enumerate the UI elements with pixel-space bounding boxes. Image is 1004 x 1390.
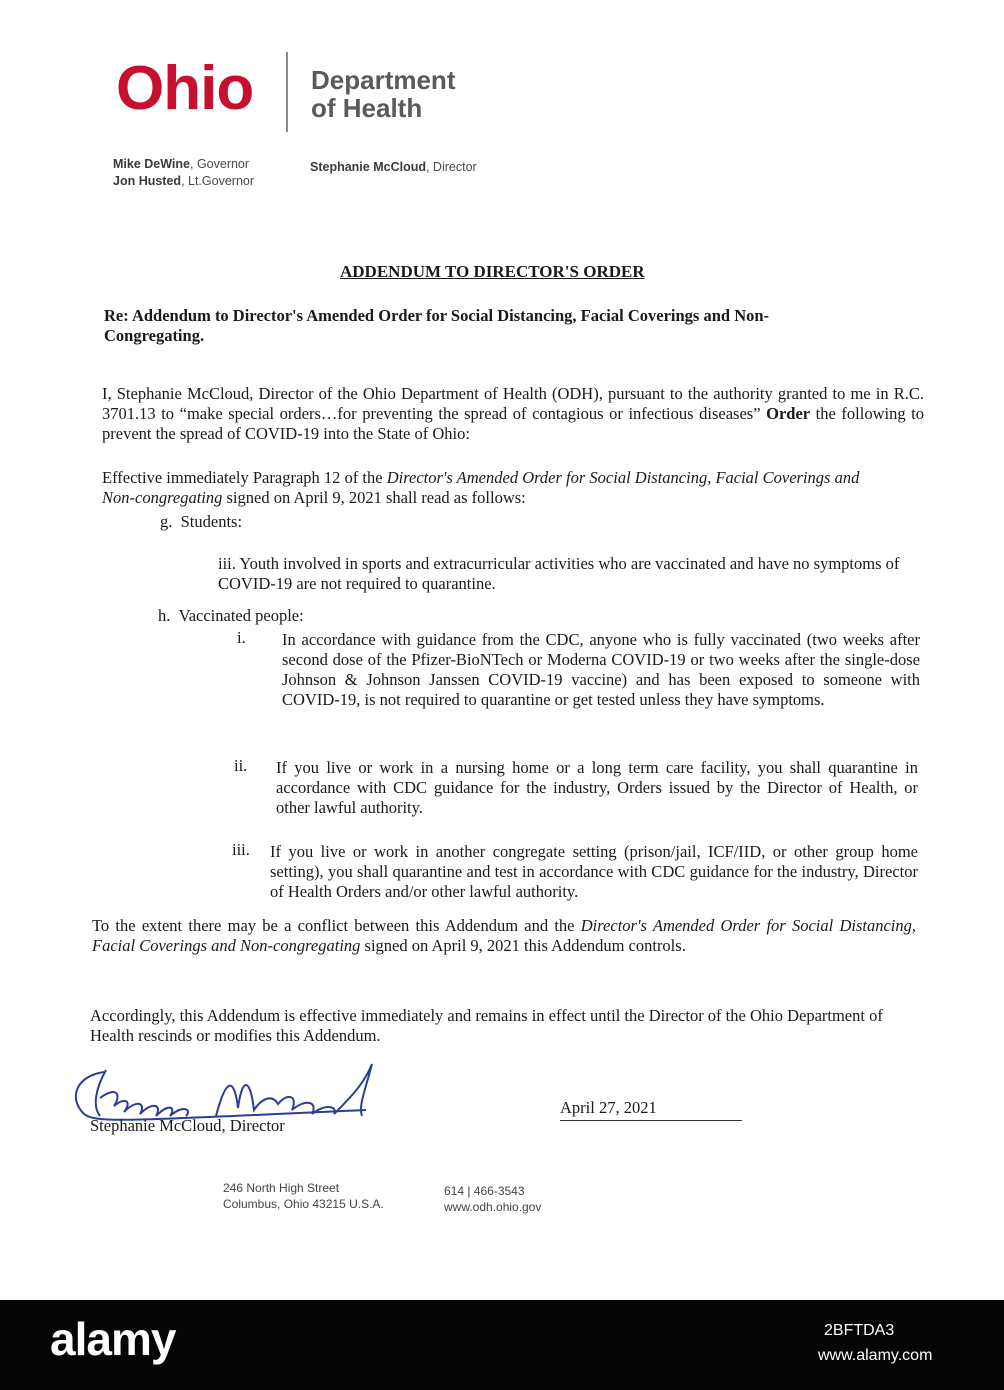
address-line-1: 246 North High Street xyxy=(223,1181,340,1195)
director-title: , Director xyxy=(425,160,477,174)
h-item-3-number: iii. xyxy=(232,840,250,859)
department-line2: of Health xyxy=(311,93,423,123)
section-g-heading xyxy=(160,512,242,532)
footer-contact xyxy=(444,1183,541,1215)
h-item-3-text: If you live or work in another congregate setting (prison/jail, ICF/IID, or other group home setting), you shall quarantine and test in accordance with CDC guidance for the industry, Director of Health Orders and/or other lawful authority. xyxy=(270,842,918,901)
section-g-text: Students: xyxy=(180,512,243,531)
h-item-1-number: i. xyxy=(237,628,246,647)
alamy-logo: alamy xyxy=(50,1313,176,1365)
accordingly-paragraph: Accordingly, this Addendum is effective immediately and remains in effect until the Director of the Ohio Department of Health rescinds or modifies this Addendum. xyxy=(90,1006,883,1045)
watermark-site: www.alamy.com xyxy=(818,1347,933,1364)
logo-divider xyxy=(286,52,288,132)
lt-governor-title: , Lt.Governor xyxy=(181,174,255,188)
director-name: Stephanie McCloud xyxy=(310,160,426,174)
re-line-2: Congregating. xyxy=(104,326,205,345)
image-id: 2BFTDA3 xyxy=(824,1322,895,1339)
effective-paragraph xyxy=(102,468,890,508)
conflict-order-title: Director's Amended Order for Social Distancing, Facial Coverings and Non-congregating xyxy=(92,916,916,955)
intro-text-1: I, Stephanie McCloud, Director of the Ohio Department of Health (ODH), pursuant to the authority granted to me in R.C. 3701.13 to “make special orders…for preventing the spread of contagious or infectious diseases” xyxy=(102,384,924,423)
conflict-paragraph xyxy=(92,916,916,956)
conflict-text-1: To the extent there may be a conflict between this Addendum and the xyxy=(92,916,581,935)
intro-text-2: the following to prevent the spread of COVID-19 into the State of Ohio: xyxy=(102,404,925,443)
governor-block xyxy=(113,156,254,190)
governor-title: , Governor xyxy=(190,157,250,171)
re-line xyxy=(104,306,928,346)
director-block xyxy=(310,159,477,176)
address-line-2: Columbus, Ohio 43215 U.S.A. xyxy=(223,1197,384,1211)
re-line-1: Re: Addendum to Director's Amended Order for Social Distancing, Facial Coverings and Non- xyxy=(104,306,770,325)
effective-text-1: Effective immediately Paragraph 12 of the xyxy=(102,468,387,487)
h-item-1-text: In accordance with guidance from the CDC, anyone who is fully vaccinated (two weeks after second dose of the Pfizer-BioNTech or Moderna COVID-19 or two weeks after the single-dose Johnson & Johnson Janssen COVID-19 vaccine) and has been exposed to someone with COVID-19, is not required to quarantine or get tested unless they have symptoms. xyxy=(282,630,920,709)
section-g-label: g. xyxy=(160,512,173,531)
governor-name: Mike DeWine xyxy=(113,157,190,171)
department-line1: Department xyxy=(311,65,456,95)
effective-text-2: signed on April 9, 2021 shall read as follows: xyxy=(222,488,526,507)
footer-website: www.odh.ohio.gov xyxy=(444,1200,542,1214)
intro-order-word: Order xyxy=(766,404,811,423)
signer-name: Stephanie McCloud, Director xyxy=(90,1116,285,1135)
section-g-item-iii: iii. Youth involved in sports and extracurricular activities who are vaccinated and have no symptoms of COVID-19 are not required to quarantine. xyxy=(218,554,900,593)
lt-governor-name: Jon Husted xyxy=(113,174,182,188)
h-item-2-number: ii. xyxy=(234,756,248,775)
section-h-heading xyxy=(158,606,304,626)
section-h-label: h. xyxy=(158,606,171,625)
h-item-2-text: If you live or work in a nursing home or a long term care facility, you shall quarantine in accordance with CDC guidance for the industry, Orders issued by the Director of Health, or other lawful authority. xyxy=(276,758,918,817)
ohio-logo: Ohio xyxy=(116,54,254,123)
document-title: ADDENDUM TO DIRECTOR'S ORDER xyxy=(340,262,645,281)
conflict-text-2: signed on April 9, 2021 this Addendum controls. xyxy=(360,936,686,955)
signature-date: April 27, 2021 xyxy=(560,1098,742,1121)
intro-paragraph xyxy=(102,384,924,444)
department-name xyxy=(311,66,455,122)
section-h-text: Vaccinated people: xyxy=(178,606,304,625)
footer-phone: 614 | 466-3543 xyxy=(444,1184,525,1198)
footer-address xyxy=(223,1180,384,1212)
effective-order-title: Director's Amended Order for Social Distancing, Facial Coverings and Non-congregating xyxy=(102,468,860,507)
